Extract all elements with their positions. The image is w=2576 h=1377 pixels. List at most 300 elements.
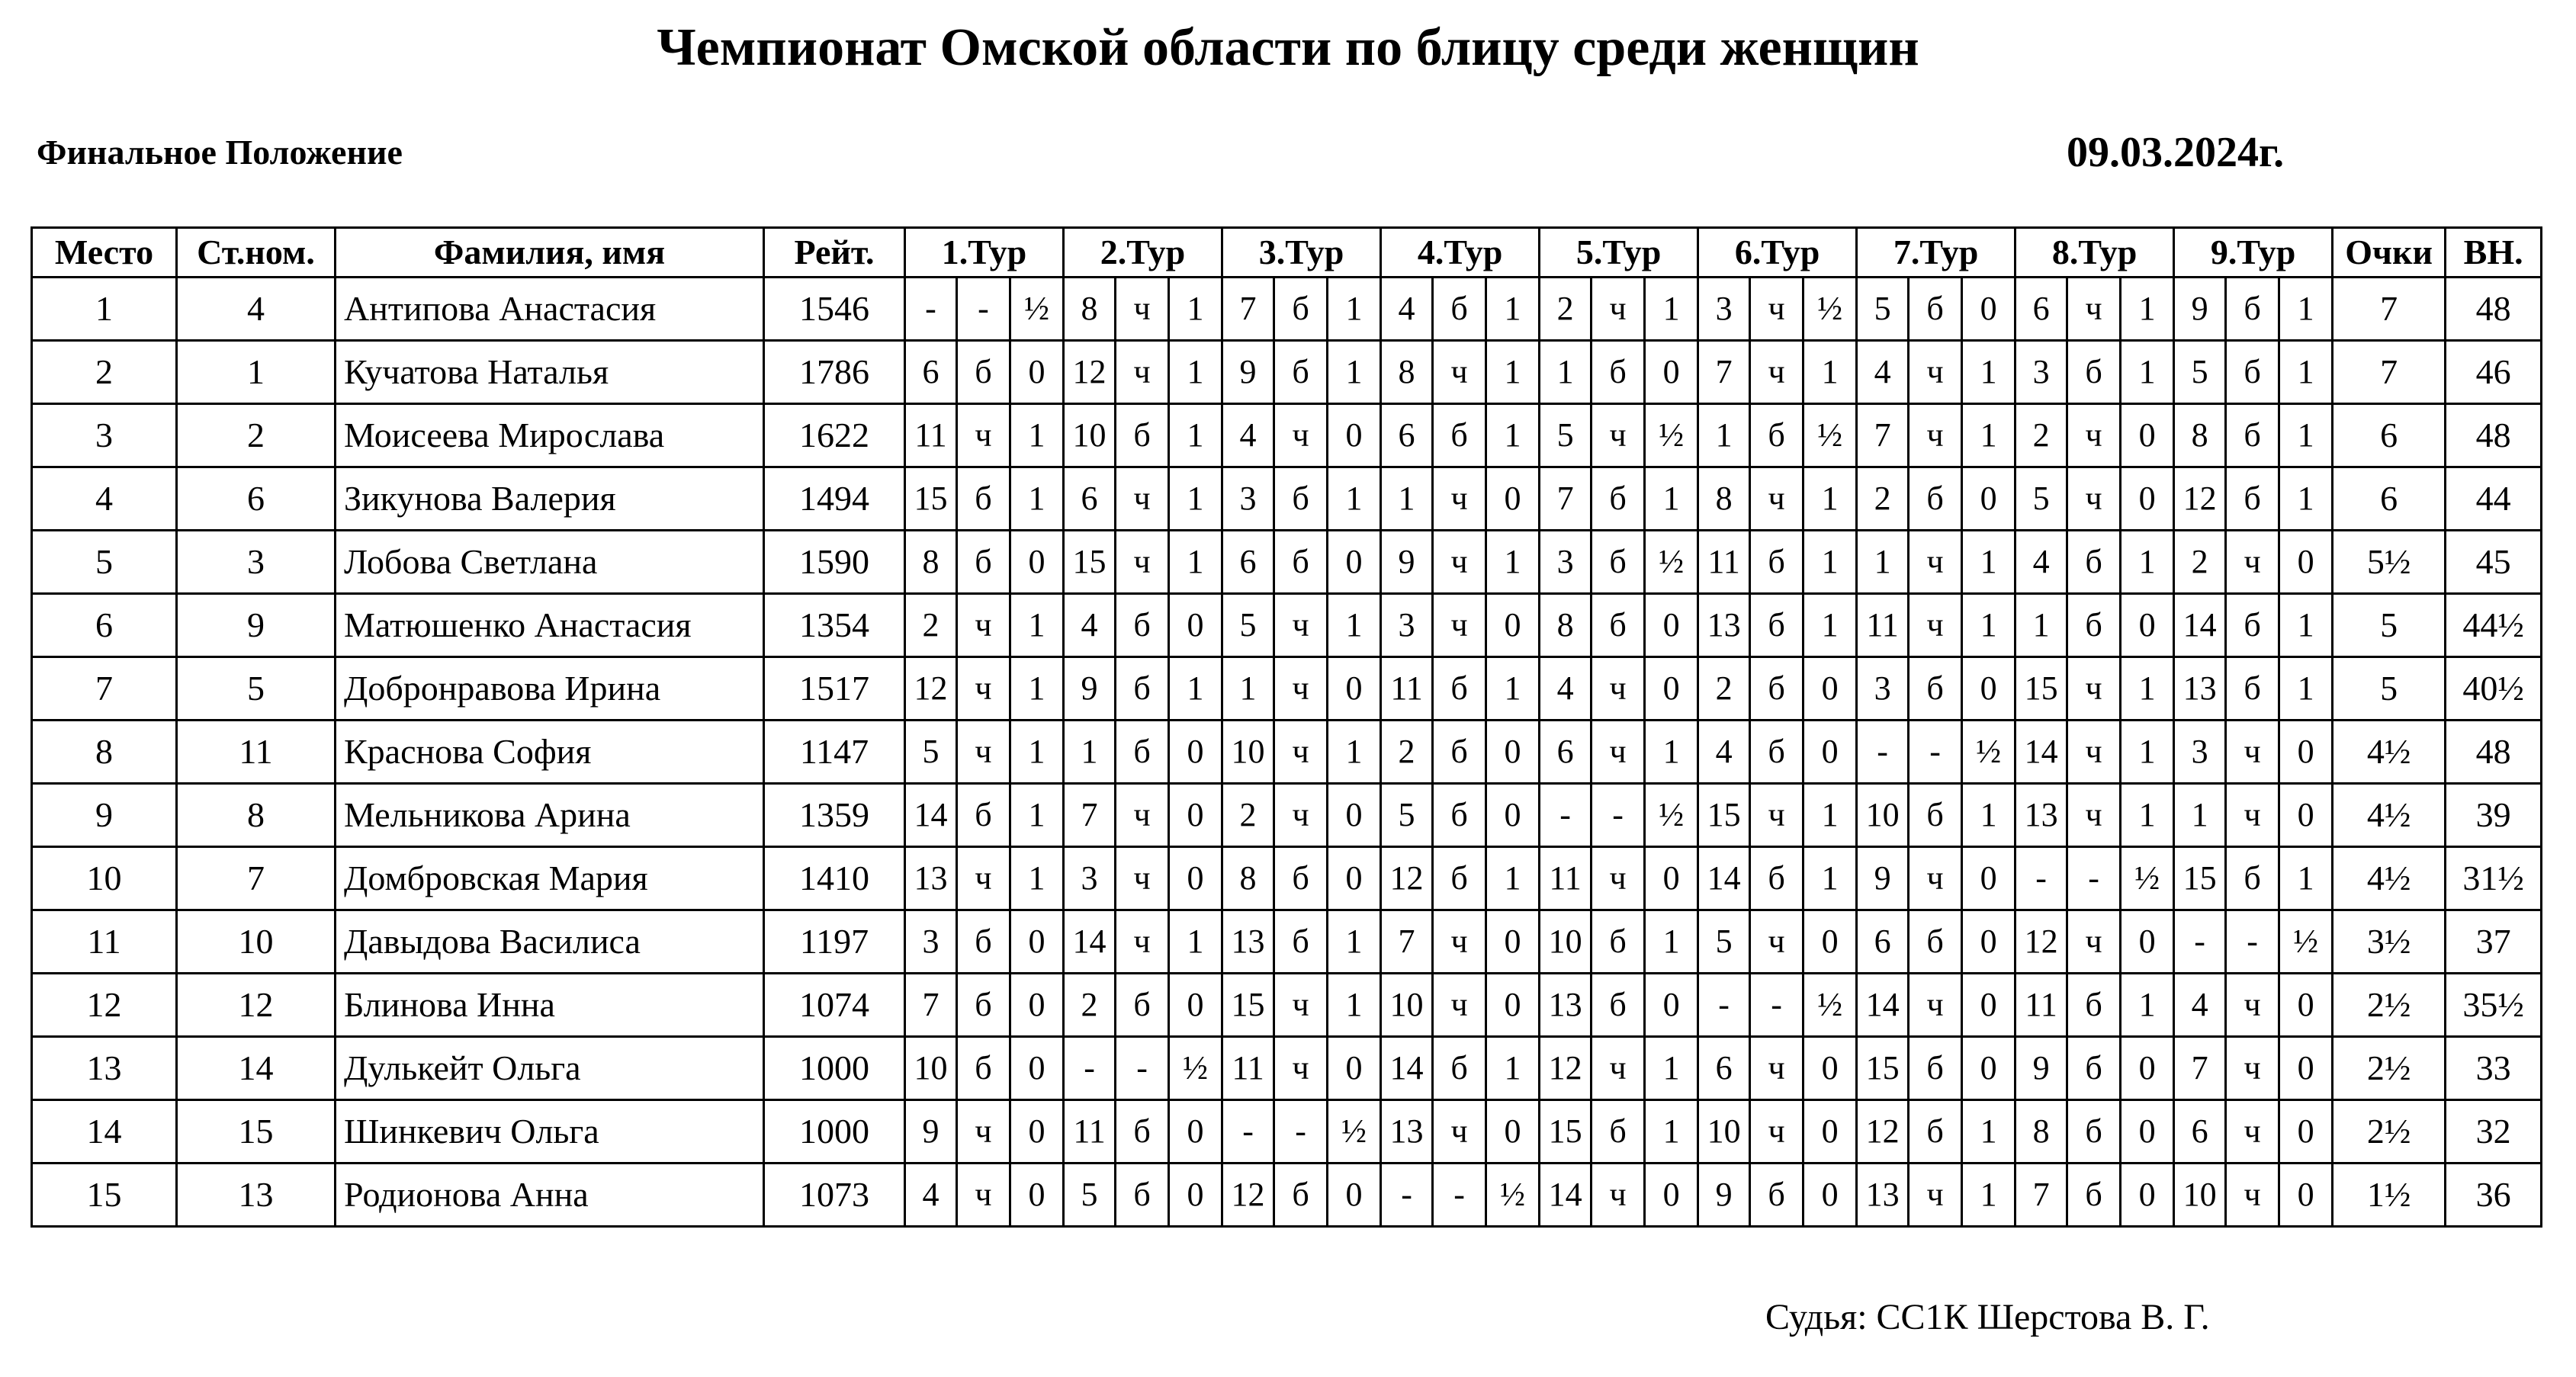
place-cell: 5	[32, 531, 177, 594]
tiebreak-cell: 31½	[2446, 847, 2542, 910]
round-5-opponent-cell: 14	[1540, 1164, 1592, 1227]
round-8-color-cell: ч	[2067, 657, 2121, 721]
round-2-opponent-cell: 5	[1064, 1164, 1116, 1227]
table-row	[32, 278, 2542, 341]
round-1-color-cell: б	[957, 1037, 1010, 1100]
round-4-color-cell: ч	[1433, 910, 1486, 974]
round-2-opponent-cell: 11	[1064, 1100, 1116, 1164]
round-6-result-cell: 1	[1804, 341, 1857, 404]
round-3-color-cell: б	[1274, 910, 1328, 974]
round-8-result-cell: ½	[2121, 847, 2174, 910]
round-3-opponent-cell: 7	[1222, 278, 1274, 341]
round-7-color-cell: б	[1909, 1100, 1962, 1164]
round-9-opponent-cell: 13	[2174, 657, 2226, 721]
round-4-opponent-cell: 4	[1381, 278, 1433, 341]
start-number-cell: 14	[177, 1037, 336, 1100]
round-3-result-cell: ½	[1328, 1100, 1381, 1164]
round-4-color-cell: -	[1433, 1164, 1486, 1227]
round-1-color-cell: ч	[957, 404, 1010, 467]
round-2-color-cell: б	[1116, 594, 1169, 657]
round-8-result-cell: 0	[2121, 467, 2174, 531]
round-5-color-cell: б	[1592, 594, 1645, 657]
round-7-opponent-cell: 3	[1857, 657, 1909, 721]
round-5-opponent-cell: -	[1540, 784, 1592, 847]
round-4-color-cell: б	[1433, 657, 1486, 721]
round-1-color-cell: б	[957, 910, 1010, 974]
round-5-result-cell: 1	[1645, 910, 1698, 974]
round-1-result-cell: 1	[1010, 657, 1064, 721]
round-3-color-cell: б	[1274, 341, 1328, 404]
round-2-color-cell: ч	[1116, 467, 1169, 531]
round-1-color-cell: -	[957, 278, 1010, 341]
round-9-color-cell: ч	[2226, 531, 2279, 594]
start-number-cell: 15	[177, 1100, 336, 1164]
round-9-color-cell: б	[2226, 847, 2279, 910]
round-9-opponent-cell: 4	[2174, 974, 2226, 1037]
round-8-opponent-cell: 1	[2016, 594, 2067, 657]
final-standings-label: Финальное Положение	[37, 133, 403, 172]
header-row	[32, 228, 2542, 278]
round-6-opponent-cell: 13	[1698, 594, 1750, 657]
header-round-6: 6.Тур	[1698, 228, 1857, 278]
round-3-result-cell: 0	[1328, 404, 1381, 467]
round-5-opponent-cell: 7	[1540, 467, 1592, 531]
round-3-color-cell: б	[1274, 278, 1328, 341]
round-1-opponent-cell: 8	[905, 531, 957, 594]
round-8-opponent-cell: 15	[2016, 657, 2067, 721]
tiebreak-cell: 45	[2446, 531, 2542, 594]
round-4-opponent-cell: 9	[1381, 531, 1433, 594]
table-row	[32, 531, 2542, 594]
round-8-color-cell: ч	[2067, 784, 2121, 847]
round-9-opponent-cell: 1	[2174, 784, 2226, 847]
round-6-opponent-cell: 10	[1698, 1100, 1750, 1164]
round-3-color-cell: б	[1274, 847, 1328, 910]
start-number-cell: 3	[177, 531, 336, 594]
round-5-result-cell: 0	[1645, 594, 1698, 657]
round-1-color-cell: ч	[957, 657, 1010, 721]
player-name-cell: Домбровская Мария	[336, 847, 764, 910]
round-1-color-cell: б	[957, 531, 1010, 594]
round-3-color-cell: ч	[1274, 721, 1328, 784]
place-cell: 3	[32, 404, 177, 467]
round-8-opponent-cell: 14	[2016, 721, 2067, 784]
round-7-opponent-cell: 5	[1857, 278, 1909, 341]
round-4-result-cell: 1	[1486, 341, 1540, 404]
round-6-opponent-cell: -	[1698, 974, 1750, 1037]
round-7-result-cell: 0	[1962, 974, 2016, 1037]
round-5-opponent-cell: 6	[1540, 721, 1592, 784]
round-4-opponent-cell: 7	[1381, 910, 1433, 974]
round-6-result-cell: 1	[1804, 847, 1857, 910]
round-8-opponent-cell: 4	[2016, 531, 2067, 594]
round-5-opponent-cell: 1	[1540, 341, 1592, 404]
round-2-result-cell: 0	[1169, 784, 1222, 847]
header-round-9: 9.Тур	[2174, 228, 2333, 278]
round-2-color-cell: ч	[1116, 784, 1169, 847]
round-3-opponent-cell: 11	[1222, 1037, 1274, 1100]
round-5-opponent-cell: 8	[1540, 594, 1592, 657]
round-7-color-cell: б	[1909, 1037, 1962, 1100]
points-cell: 4½	[2333, 784, 2446, 847]
round-6-color-cell: ч	[1750, 341, 1804, 404]
round-9-result-cell: 1	[2279, 594, 2333, 657]
round-8-opponent-cell: 12	[2016, 910, 2067, 974]
round-8-result-cell: 0	[2121, 404, 2174, 467]
round-5-color-cell: б	[1592, 341, 1645, 404]
round-1-opponent-cell: 14	[905, 784, 957, 847]
place-cell: 1	[32, 278, 177, 341]
round-5-result-cell: 0	[1645, 847, 1698, 910]
round-9-opponent-cell: 5	[2174, 341, 2226, 404]
round-9-color-cell: ч	[2226, 784, 2279, 847]
round-4-opponent-cell: 5	[1381, 784, 1433, 847]
round-5-color-cell: ч	[1592, 404, 1645, 467]
round-6-result-cell: 0	[1804, 657, 1857, 721]
round-9-color-cell: -	[2226, 910, 2279, 974]
round-3-color-cell: б	[1274, 467, 1328, 531]
round-9-color-cell: б	[2226, 341, 2279, 404]
round-8-color-cell: ч	[2067, 278, 2121, 341]
round-1-opponent-cell: 13	[905, 847, 957, 910]
round-8-opponent-cell: -	[2016, 847, 2067, 910]
round-7-color-cell: ч	[1909, 341, 1962, 404]
round-5-result-cell: 0	[1645, 974, 1698, 1037]
round-7-color-cell: ч	[1909, 974, 1962, 1037]
table-row	[32, 910, 2542, 974]
start-number-cell: 12	[177, 974, 336, 1037]
round-6-result-cell: 1	[1804, 531, 1857, 594]
round-7-result-cell: 1	[1962, 784, 2016, 847]
header-round-2: 2.Тур	[1064, 228, 1222, 278]
round-7-opponent-cell: 9	[1857, 847, 1909, 910]
round-6-color-cell: б	[1750, 594, 1804, 657]
round-6-opponent-cell: 4	[1698, 721, 1750, 784]
round-6-opponent-cell: 6	[1698, 1037, 1750, 1100]
header-rating: Рейт.	[764, 228, 905, 278]
round-6-result-cell: 1	[1804, 467, 1857, 531]
round-5-color-cell: ч	[1592, 721, 1645, 784]
round-6-color-cell: ч	[1750, 278, 1804, 341]
round-4-opponent-cell: 14	[1381, 1037, 1433, 1100]
round-5-opponent-cell: 13	[1540, 974, 1592, 1037]
round-4-result-cell: 1	[1486, 278, 1540, 341]
round-7-result-cell: 0	[1962, 467, 2016, 531]
round-1-result-cell: 1	[1010, 404, 1064, 467]
round-2-color-cell: б	[1116, 657, 1169, 721]
round-9-opponent-cell: 14	[2174, 594, 2226, 657]
round-6-result-cell: 0	[1804, 910, 1857, 974]
table-row	[32, 341, 2542, 404]
points-cell: 7	[2333, 278, 2446, 341]
round-6-opponent-cell: 7	[1698, 341, 1750, 404]
round-4-opponent-cell: 13	[1381, 1100, 1433, 1164]
round-3-opponent-cell: 9	[1222, 341, 1274, 404]
round-2-result-cell: 1	[1169, 657, 1222, 721]
round-4-color-cell: б	[1433, 278, 1486, 341]
round-7-result-cell: 0	[1962, 278, 2016, 341]
tiebreak-cell: 32	[2446, 1100, 2542, 1164]
round-7-opponent-cell: 7	[1857, 404, 1909, 467]
tiebreak-cell: 44½	[2446, 594, 2542, 657]
tiebreak-cell: 33	[2446, 1037, 2542, 1100]
round-1-result-cell: 1	[1010, 467, 1064, 531]
start-number-cell: 6	[177, 467, 336, 531]
round-6-color-cell: б	[1750, 531, 1804, 594]
round-2-opponent-cell: -	[1064, 1037, 1116, 1100]
round-9-result-cell: ½	[2279, 910, 2333, 974]
round-2-opponent-cell: 4	[1064, 594, 1116, 657]
round-1-result-cell: 0	[1010, 910, 1064, 974]
rating-cell: 1073	[764, 1164, 905, 1227]
round-3-opponent-cell: 10	[1222, 721, 1274, 784]
player-name-cell: Краснова София	[336, 721, 764, 784]
round-3-result-cell: 0	[1328, 657, 1381, 721]
round-6-result-cell: ½	[1804, 974, 1857, 1037]
round-8-color-cell: б	[2067, 974, 2121, 1037]
round-3-opponent-cell: 8	[1222, 847, 1274, 910]
round-6-opponent-cell: 8	[1698, 467, 1750, 531]
round-2-opponent-cell: 14	[1064, 910, 1116, 974]
player-name-cell: Моисеева Мирослава	[336, 404, 764, 467]
round-3-color-cell: ч	[1274, 594, 1328, 657]
round-1-opponent-cell: 4	[905, 1164, 957, 1227]
header-round-8: 8.Тур	[2016, 228, 2174, 278]
points-cell: 3½	[2333, 910, 2446, 974]
points-cell: 1½	[2333, 1164, 2446, 1227]
round-3-result-cell: 1	[1328, 341, 1381, 404]
round-3-result-cell: 0	[1328, 847, 1381, 910]
player-name-cell: Матюшенко Анастасия	[336, 594, 764, 657]
round-9-opponent-cell: 6	[2174, 1100, 2226, 1164]
round-5-color-cell: ч	[1592, 847, 1645, 910]
round-8-result-cell: 0	[2121, 910, 2174, 974]
round-7-color-cell: -	[1909, 721, 1962, 784]
tiebreak-cell: 46	[2446, 341, 2542, 404]
round-6-opponent-cell: 14	[1698, 847, 1750, 910]
round-8-color-cell: ч	[2067, 404, 2121, 467]
header-start-number: Ст.ном.	[177, 228, 336, 278]
rating-cell: 1494	[764, 467, 905, 531]
round-2-color-cell: б	[1116, 1164, 1169, 1227]
round-7-opponent-cell: 12	[1857, 1100, 1909, 1164]
round-3-opponent-cell: 4	[1222, 404, 1274, 467]
round-5-result-cell: ½	[1645, 404, 1698, 467]
round-1-opponent-cell: 7	[905, 974, 957, 1037]
place-cell: 2	[32, 341, 177, 404]
round-3-opponent-cell: 6	[1222, 531, 1274, 594]
round-5-result-cell: 1	[1645, 467, 1698, 531]
rating-cell: 1359	[764, 784, 905, 847]
round-1-opponent-cell: 12	[905, 657, 957, 721]
round-1-color-cell: ч	[957, 1100, 1010, 1164]
tiebreak-cell: 39	[2446, 784, 2542, 847]
table-row	[32, 657, 2542, 721]
rating-cell: 1517	[764, 657, 905, 721]
round-1-opponent-cell: 15	[905, 467, 957, 531]
round-8-result-cell: 0	[2121, 1100, 2174, 1164]
round-2-opponent-cell: 2	[1064, 974, 1116, 1037]
round-1-color-cell: ч	[957, 847, 1010, 910]
round-9-result-cell: 1	[2279, 341, 2333, 404]
round-7-result-cell: 1	[1962, 1100, 2016, 1164]
player-name-cell: Давыдова Василиса	[336, 910, 764, 974]
round-2-result-cell: 1	[1169, 467, 1222, 531]
round-7-opponent-cell: 13	[1857, 1164, 1909, 1227]
round-2-result-cell: 0	[1169, 847, 1222, 910]
table-row	[32, 1100, 2542, 1164]
round-4-color-cell: ч	[1433, 1100, 1486, 1164]
round-7-result-cell: 0	[1962, 657, 2016, 721]
round-4-opponent-cell: 3	[1381, 594, 1433, 657]
points-cell: 4½	[2333, 847, 2446, 910]
round-1-opponent-cell: 2	[905, 594, 957, 657]
round-1-opponent-cell: 9	[905, 1100, 957, 1164]
round-3-opponent-cell: 13	[1222, 910, 1274, 974]
rating-cell: 1622	[764, 404, 905, 467]
round-4-result-cell: 1	[1486, 1037, 1540, 1100]
place-cell: 4	[32, 467, 177, 531]
player-name-cell: Родионова Анна	[336, 1164, 764, 1227]
round-3-result-cell: 0	[1328, 531, 1381, 594]
round-8-opponent-cell: 5	[2016, 467, 2067, 531]
place-cell: 6	[32, 594, 177, 657]
rating-cell: 1147	[764, 721, 905, 784]
page-title: Чемпионат Омской области по блицу среди женщин	[657, 18, 1919, 77]
round-6-color-cell: -	[1750, 974, 1804, 1037]
round-1-opponent-cell: 10	[905, 1037, 957, 1100]
round-8-result-cell: 1	[2121, 278, 2174, 341]
round-6-color-cell: ч	[1750, 1100, 1804, 1164]
round-9-result-cell: 0	[2279, 1100, 2333, 1164]
table-row	[32, 1164, 2542, 1227]
round-4-color-cell: ч	[1433, 531, 1486, 594]
start-number-cell: 13	[177, 1164, 336, 1227]
round-3-color-cell: ч	[1274, 784, 1328, 847]
points-cell: 6	[2333, 467, 2446, 531]
round-1-result-cell: 0	[1010, 341, 1064, 404]
round-4-opponent-cell: 12	[1381, 847, 1433, 910]
points-cell: 7	[2333, 341, 2446, 404]
player-name-cell: Кучатова Наталья	[336, 341, 764, 404]
round-5-result-cell: 1	[1645, 1037, 1698, 1100]
points-cell: 6	[2333, 404, 2446, 467]
points-cell: 5	[2333, 594, 2446, 657]
round-6-opponent-cell: 9	[1698, 1164, 1750, 1227]
round-7-opponent-cell: 6	[1857, 910, 1909, 974]
round-2-result-cell: ½	[1169, 1037, 1222, 1100]
table-row	[32, 974, 2542, 1037]
round-7-opponent-cell: 15	[1857, 1037, 1909, 1100]
round-5-color-cell: ч	[1592, 1164, 1645, 1227]
rating-cell: 1074	[764, 974, 905, 1037]
rating-cell: 1590	[764, 531, 905, 594]
place-cell: 10	[32, 847, 177, 910]
round-9-color-cell: б	[2226, 467, 2279, 531]
round-1-result-cell: 1	[1010, 594, 1064, 657]
round-6-result-cell: 1	[1804, 784, 1857, 847]
rating-cell: 1786	[764, 341, 905, 404]
round-7-result-cell: 1	[1962, 531, 2016, 594]
round-5-color-cell: б	[1592, 974, 1645, 1037]
round-9-color-cell: ч	[2226, 1100, 2279, 1164]
round-2-opponent-cell: 15	[1064, 531, 1116, 594]
round-1-result-cell: 0	[1010, 1037, 1064, 1100]
round-8-opponent-cell: 6	[2016, 278, 2067, 341]
round-6-result-cell: ½	[1804, 404, 1857, 467]
round-8-color-cell: ч	[2067, 910, 2121, 974]
place-cell: 7	[32, 657, 177, 721]
round-6-opponent-cell: 1	[1698, 404, 1750, 467]
round-8-color-cell: -	[2067, 847, 2121, 910]
round-8-opponent-cell: 3	[2016, 341, 2067, 404]
start-number-cell: 9	[177, 594, 336, 657]
round-9-opponent-cell: 10	[2174, 1164, 2226, 1227]
round-4-result-cell: 0	[1486, 594, 1540, 657]
place-cell: 8	[32, 721, 177, 784]
start-number-cell: 4	[177, 278, 336, 341]
round-8-result-cell: 1	[2121, 721, 2174, 784]
round-8-opponent-cell: 7	[2016, 1164, 2067, 1227]
table-row	[32, 1037, 2542, 1100]
round-1-color-cell: б	[957, 467, 1010, 531]
round-9-color-cell: ч	[2226, 721, 2279, 784]
round-2-color-cell: ч	[1116, 531, 1169, 594]
player-name-cell: Дулькейт Ольга	[336, 1037, 764, 1100]
header-round-5: 5.Тур	[1540, 228, 1698, 278]
round-8-result-cell: 0	[2121, 1037, 2174, 1100]
round-8-result-cell: 1	[2121, 784, 2174, 847]
round-2-result-cell: 1	[1169, 404, 1222, 467]
round-8-result-cell: 1	[2121, 341, 2174, 404]
round-9-opponent-cell: 15	[2174, 847, 2226, 910]
place-cell: 14	[32, 1100, 177, 1164]
tiebreak-cell: 40½	[2446, 657, 2542, 721]
round-6-color-cell: б	[1750, 721, 1804, 784]
round-4-result-cell: 0	[1486, 467, 1540, 531]
round-1-result-cell: 0	[1010, 531, 1064, 594]
round-4-result-cell: 0	[1486, 1100, 1540, 1164]
round-3-result-cell: 1	[1328, 278, 1381, 341]
table-row	[32, 404, 2542, 467]
round-4-result-cell: 0	[1486, 910, 1540, 974]
round-3-result-cell: 0	[1328, 1164, 1381, 1227]
rating-cell: 1410	[764, 847, 905, 910]
round-3-result-cell: 1	[1328, 594, 1381, 657]
round-4-opponent-cell: 10	[1381, 974, 1433, 1037]
table-row	[32, 467, 2542, 531]
round-5-opponent-cell: 4	[1540, 657, 1592, 721]
round-2-color-cell: б	[1116, 1100, 1169, 1164]
round-2-color-cell: -	[1116, 1037, 1169, 1100]
round-2-color-cell: б	[1116, 721, 1169, 784]
tiebreak-cell: 36	[2446, 1164, 2542, 1227]
round-4-opponent-cell: 8	[1381, 341, 1433, 404]
round-5-color-cell: б	[1592, 531, 1645, 594]
round-5-opponent-cell: 12	[1540, 1037, 1592, 1100]
round-7-result-cell: 1	[1962, 1164, 2016, 1227]
round-9-color-cell: б	[2226, 657, 2279, 721]
round-1-opponent-cell: 3	[905, 910, 957, 974]
round-9-opponent-cell: 2	[2174, 531, 2226, 594]
round-1-color-cell: ч	[957, 721, 1010, 784]
start-number-cell: 2	[177, 404, 336, 467]
place-cell: 9	[32, 784, 177, 847]
round-3-color-cell: ч	[1274, 404, 1328, 467]
round-5-color-cell: -	[1592, 784, 1645, 847]
round-3-opponent-cell: 2	[1222, 784, 1274, 847]
points-cell: 2½	[2333, 974, 2446, 1037]
